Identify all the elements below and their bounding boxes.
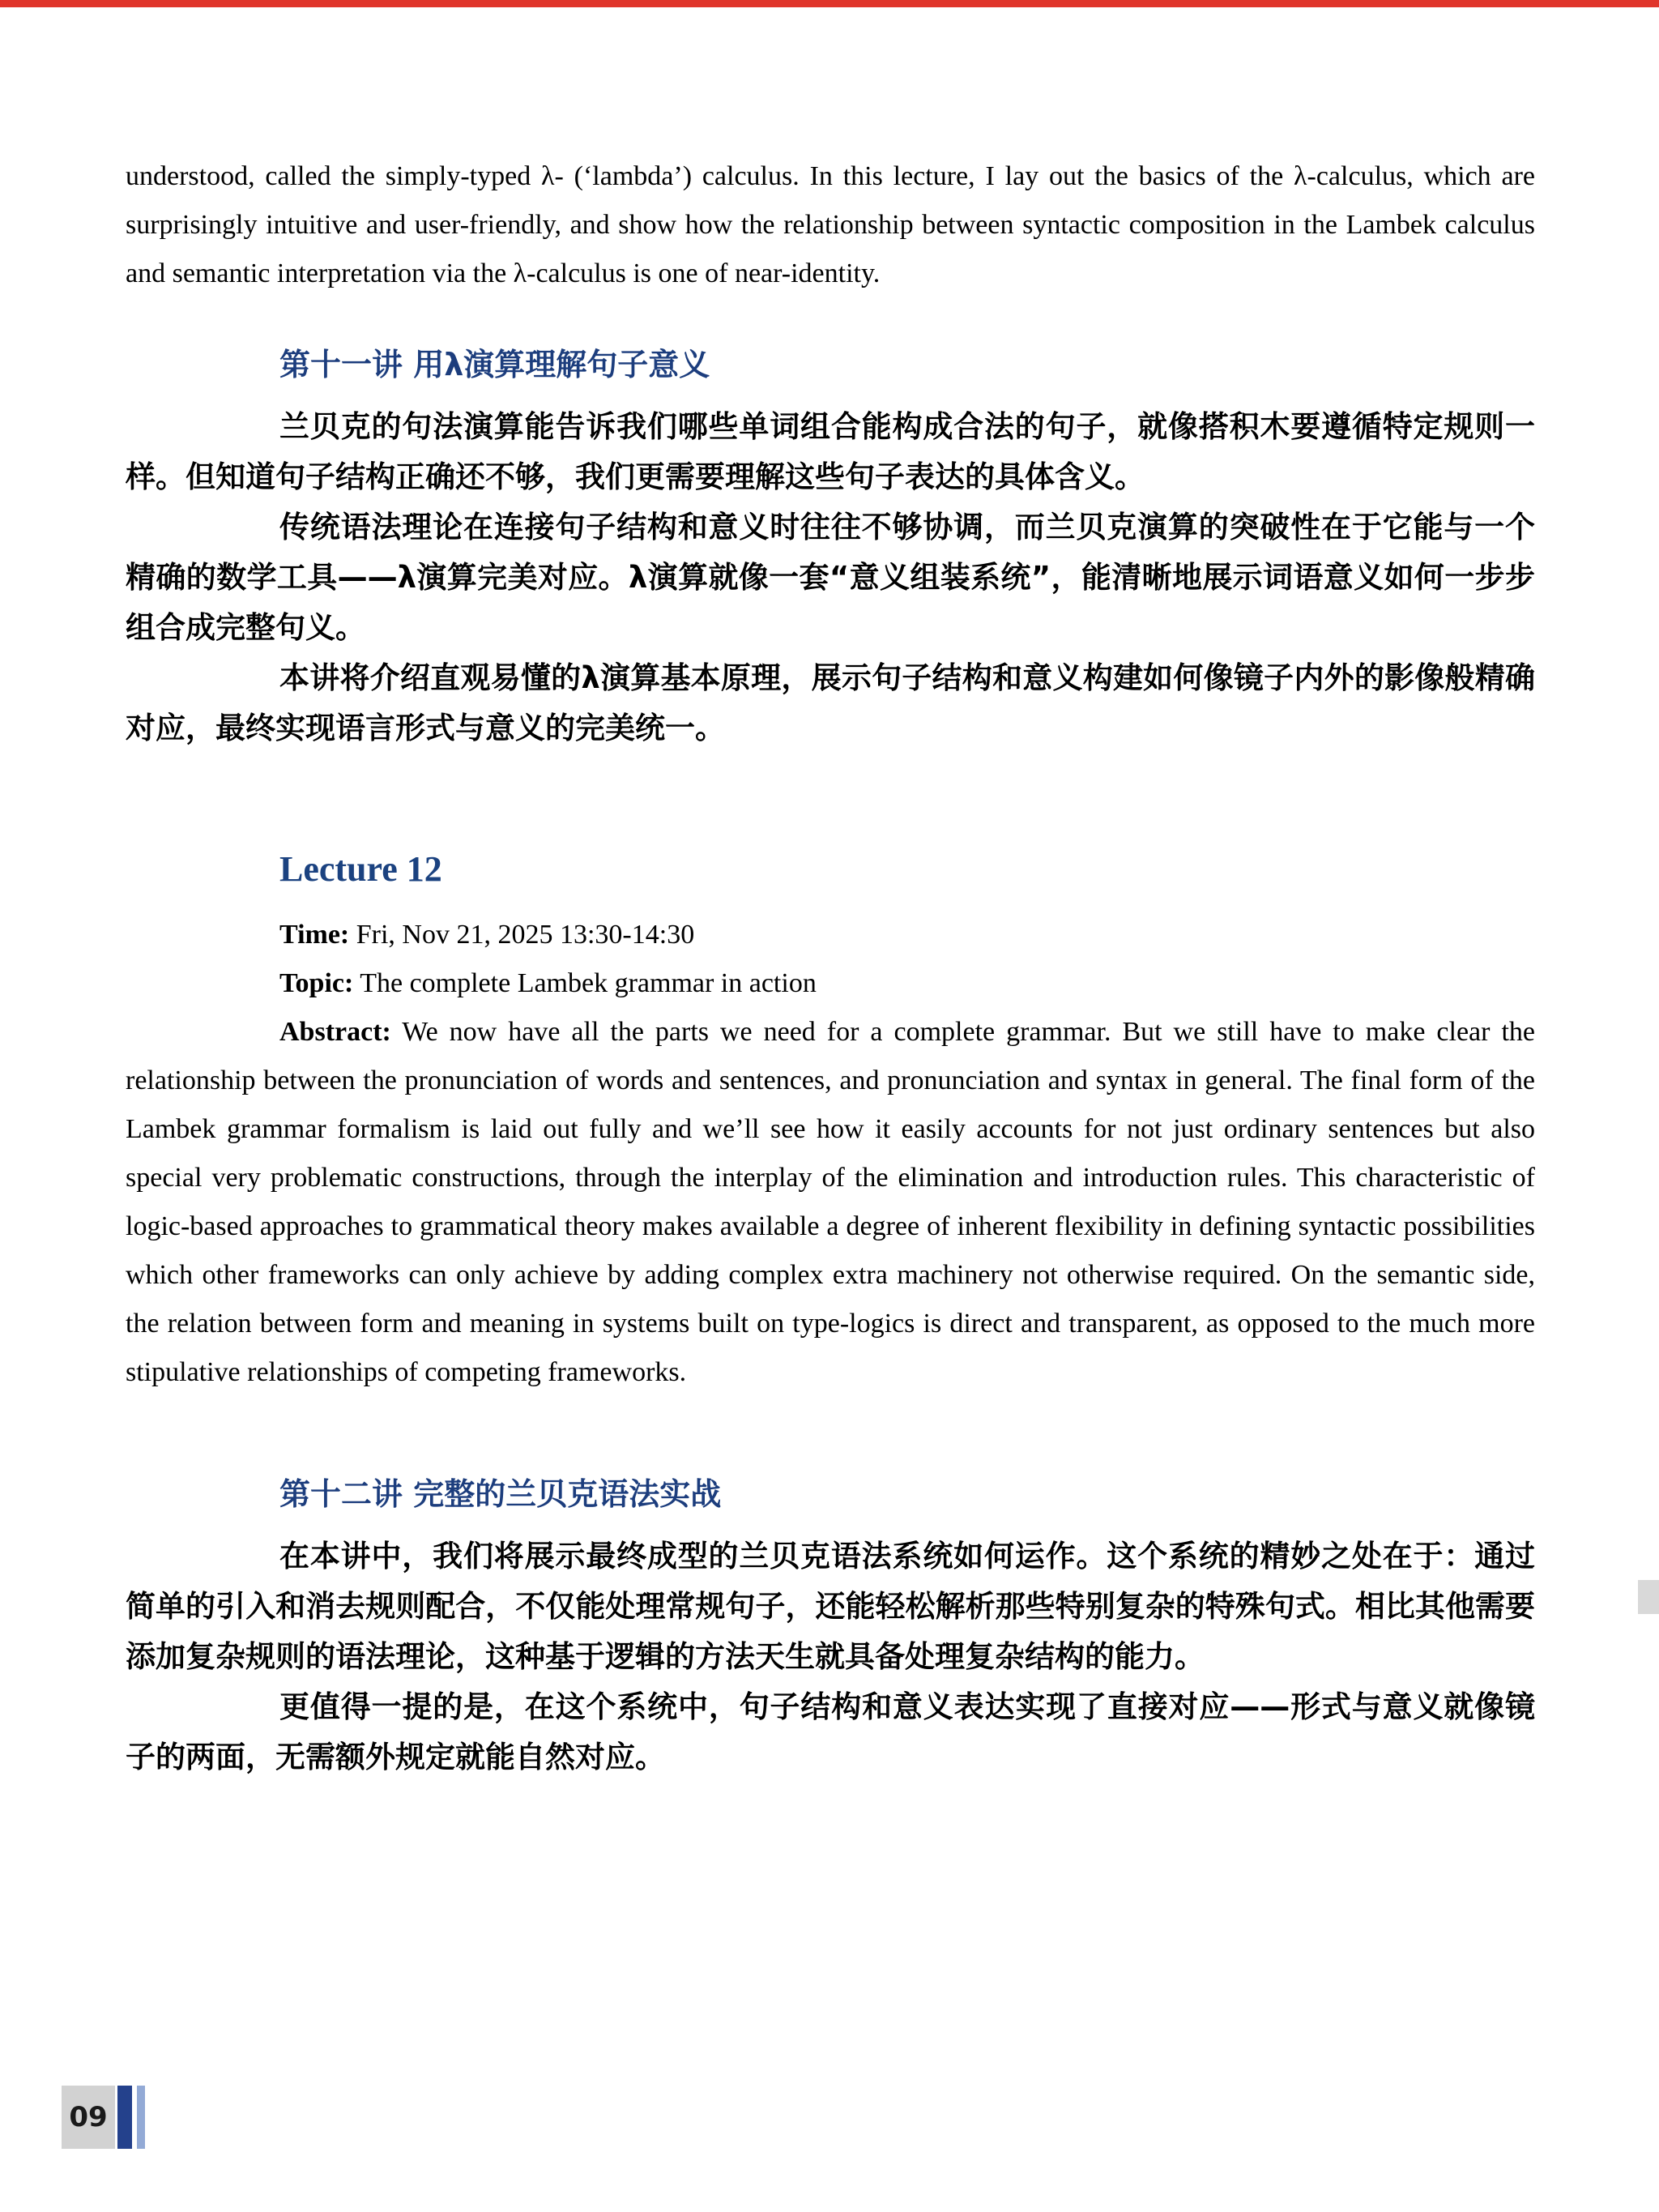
lecture-12-abstract: [126, 1008, 1535, 1397]
section-11-paragraph-1: 兰贝克的句法演算能告诉我们哪些单词组合能构成合法的句子，就像搭积木要遵循特定规则一样。但知道句子结构正确还不够，我们更需要理解这些句子表达的具体含义。: [126, 409, 1535, 494]
time-label: Time:: [279, 920, 350, 950]
lecture-12-topic-line: [126, 959, 1535, 1008]
footer-accent-bar-light: [137, 2086, 145, 2149]
lecture-12-title: Lecture 12: [279, 849, 442, 889]
intro-paragraph: understood, called the simply-typed λ- (‘lambda’) calculus. In this lecture, I lay out the basics of the λ-calculus, which are surprisingly intuitive and user-friendly, and show how the relationship between syntactic composition in the Lambek calculus and semantic interpretation via the λ-calculus is one of near-identity.: [126, 161, 1535, 288]
abstract-label: Abstract:: [279, 1017, 391, 1047]
topic-value: The complete Lambek grammar in action: [360, 968, 817, 998]
abstract-value: We now have all the parts we need for a complete grammar. But we still have to make clear the relationship between the pronunciation of words and sentences, and pronunciation and syntax in general. The final form of the Lambek grammar formalism is laid out fully and we’ll see how it easily accounts for not just ordinary sentences but also special very problematic constructions, through the interplay of the elimination and introduction rules. This characteristic of logic-based approaches to grammatical theory makes available a degree of inherent flexibility in defining syntactic possibilities which other frameworks can only achieve by adding complex extra machinery not otherwise required. On the semantic side, the relation between form and meaning in systems built on type-logics is direct and transparent, as opposed to the much more stipulative relationships of competing frameworks.: [126, 1017, 1535, 1387]
section-11-paragraph-3: 本讲将介绍直观易懂的λ演算基本原理，展示句子结构和意义构建如何像镜子内外的影像般精确对应，最终实现语言形式与意义的完美统一。: [126, 660, 1535, 745]
page-number: 09: [62, 2086, 115, 2149]
footer-accent-bar-dark: [117, 2086, 132, 2149]
page-footer: [62, 2086, 145, 2149]
page-content: [126, 152, 1535, 1783]
time-value: Fri, Nov 21, 2025 13:30-14:30: [356, 920, 695, 950]
section-12-paragraph-2: 更值得一提的是，在这个系统中，句子结构和意义表达实现了直接对应——形式与意义就像镜子的两面，无需额外规定就能自然对应。: [126, 1689, 1535, 1774]
page-top-accent-bar: [0, 0, 1659, 7]
section-11-heading: 第十一讲 用λ演算理解句子意义: [279, 347, 710, 382]
section-11-paragraph-2: 传统语法理论在连接句子结构和意义时往往不够协调，而兰贝克演算的突破性在于它能与一个精确的数学工具——λ演算完美对应。λ演算就像一套“意义组装系统”，能清晰地展示词语意义如何一步步组合成完整句义。: [126, 510, 1535, 645]
section-12-heading: 第十二讲 完整的兰贝克语法实战: [279, 1476, 722, 1512]
lecture-12-time-line: [126, 911, 1535, 959]
section-12-paragraph-1: 在本讲中，我们将展示最终成型的兰贝克语法系统如何运作。这个系统的精妙之处在于：通过简单的引入和消去规则配合，不仅能处理常规句子，还能轻松解析那些特别复杂的特殊句式。相比其他需要添加复杂规则的语法理论，这种基于逻辑的方法天生就具备处理复杂结构的能力。: [126, 1539, 1535, 1674]
page-edge-tab: [1638, 1580, 1659, 1614]
topic-label: Topic:: [279, 968, 354, 998]
